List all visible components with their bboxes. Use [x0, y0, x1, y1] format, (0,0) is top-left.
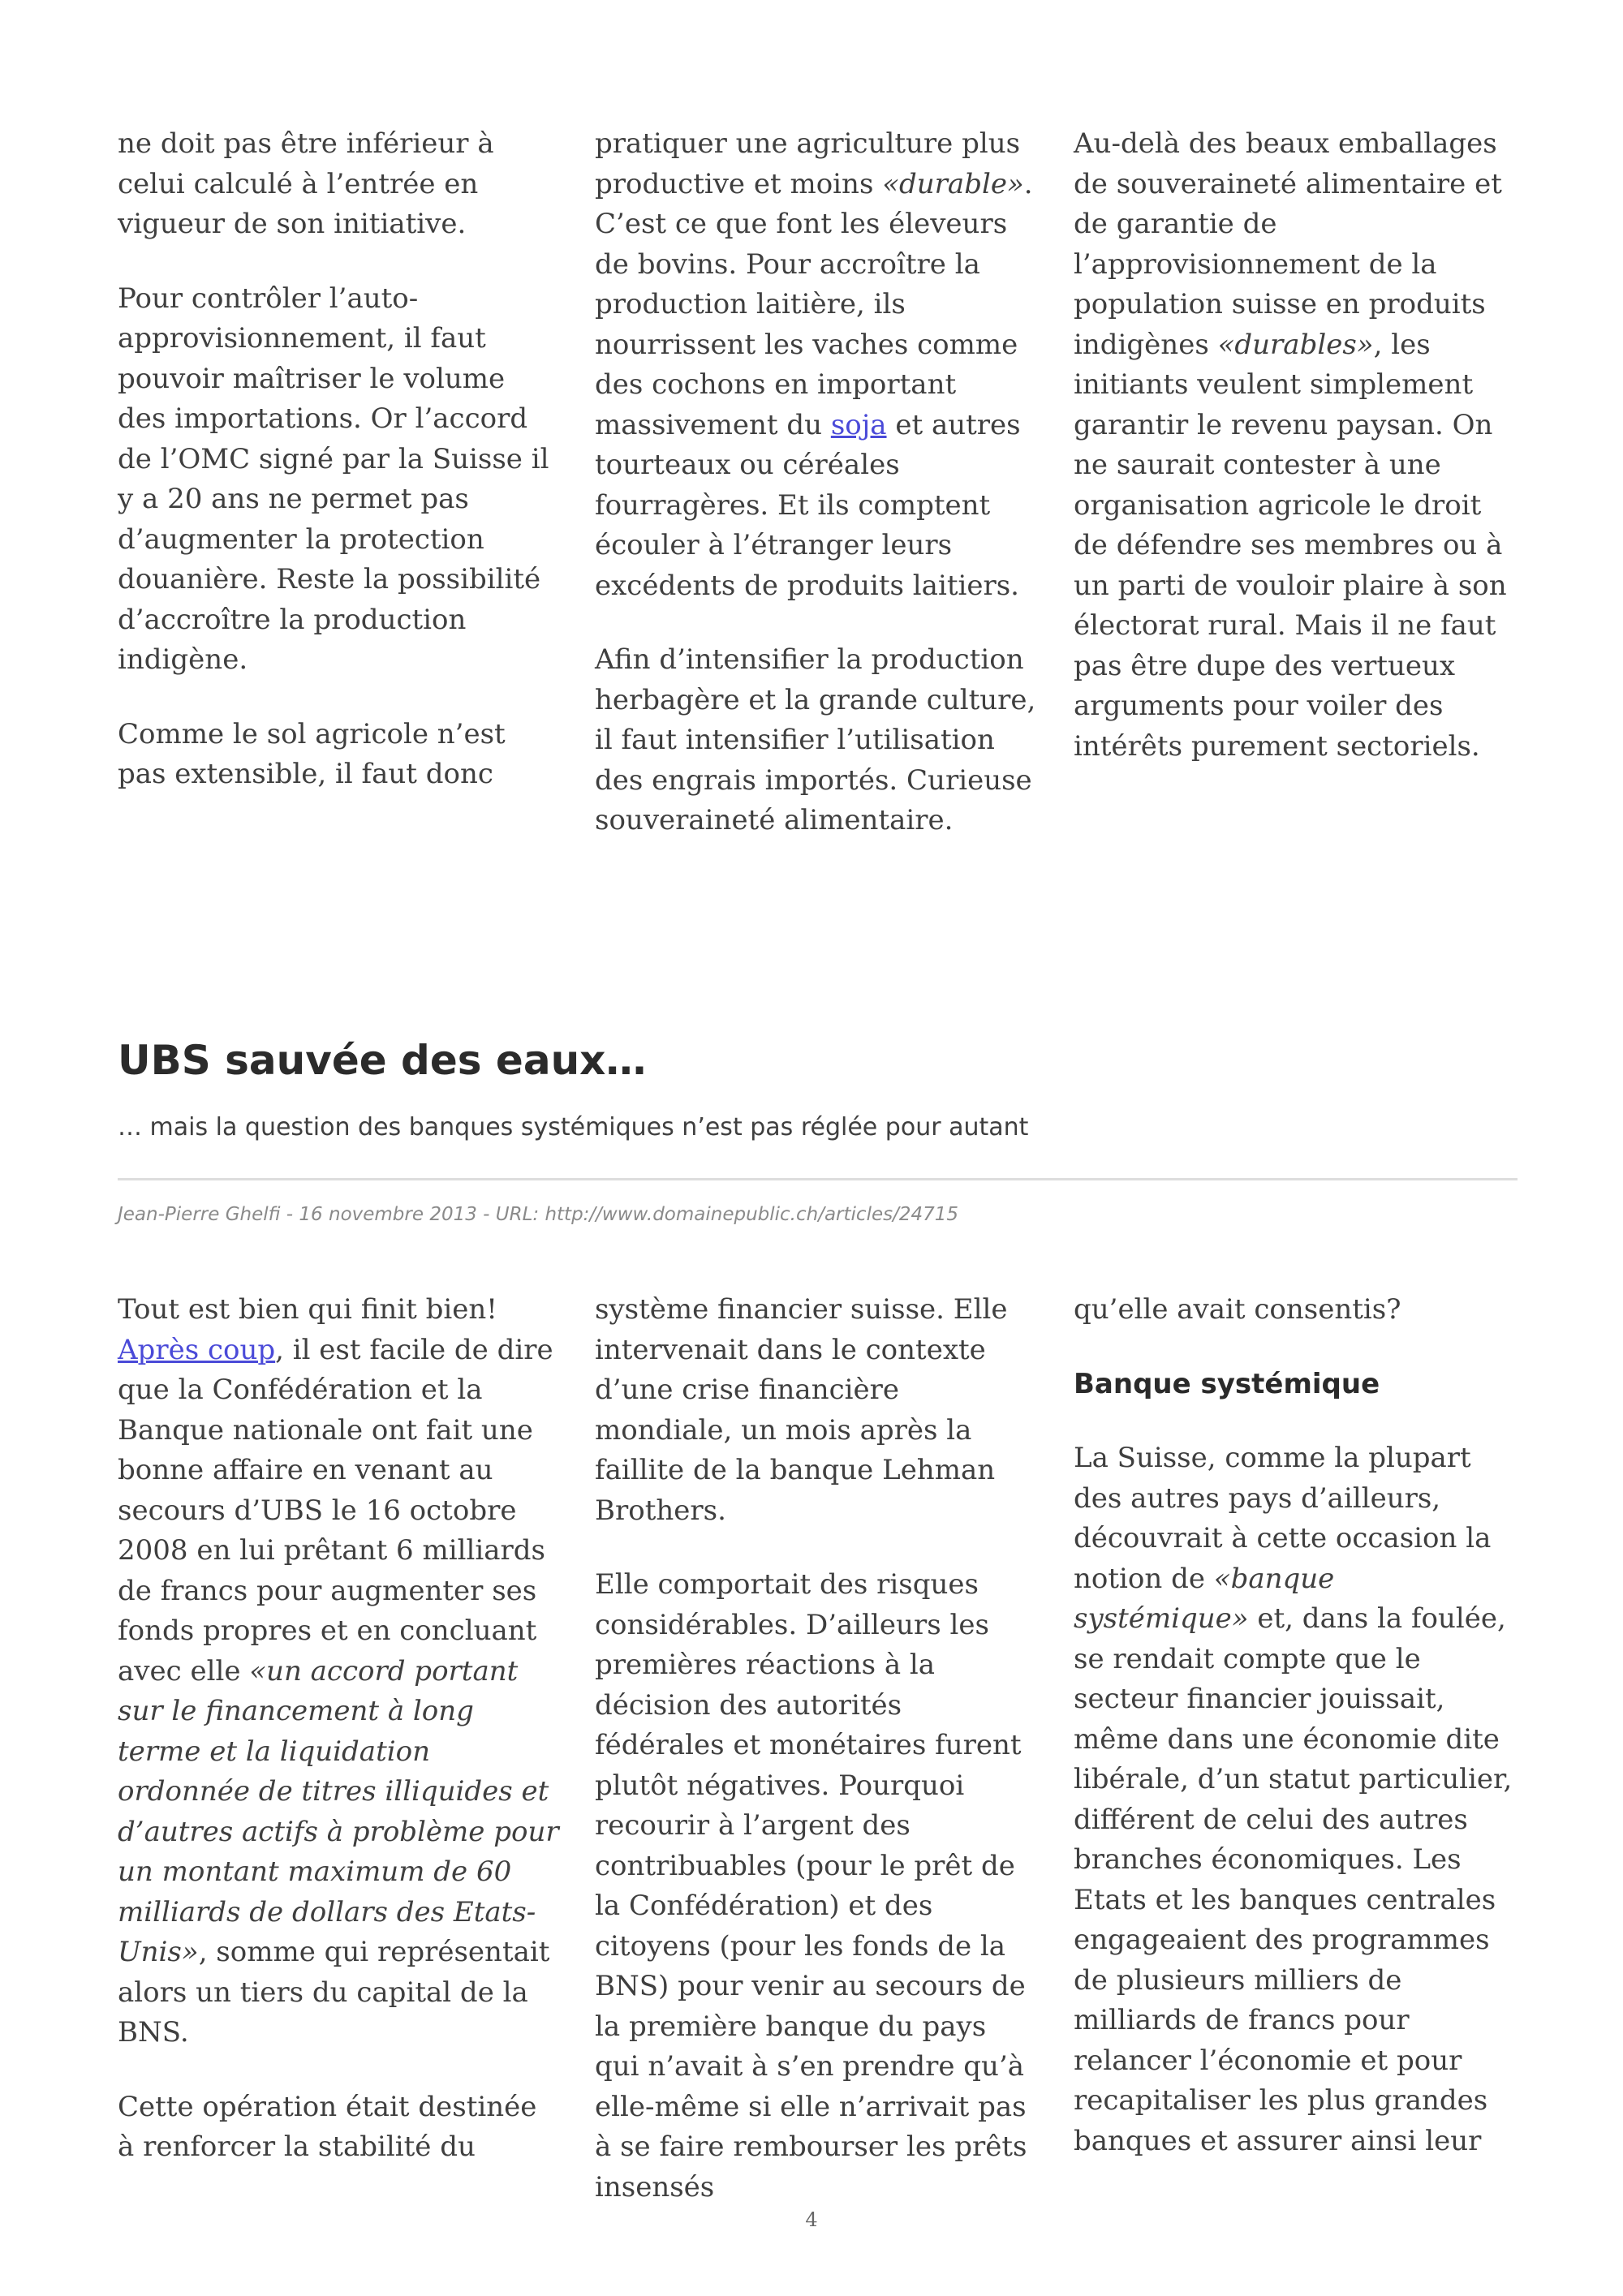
section-heading: Banque systémique [1074, 1367, 1380, 1400]
paragraph: Afin d’intensifier la production herbagère et la grande culture, il faut intensifier l’utilisation des engrais importés. Curieuse souveraineté alimentaire. [595, 643, 1036, 836]
divider [118, 1178, 1518, 1180]
quote-accord: «un accord portant sur le financement à long terme et la liquidation ordonnée de titres illiquides et d’autres actifs à problème pour un montant maximum de 60 milliards de dollars des Etats-Unis» [118, 1654, 559, 1968]
paragraph [1074, 1438, 1516, 2161]
text: . C’est ce que font les éleveurs de bovins. Pour accroître la production laitière, ils nourrissent les vaches comme des cochons en important massivement du [595, 167, 1033, 441]
text: , il est facile de dire que la Confédération et la Banque nationale ont fait une bonne affaire en venant au secours d’UBS le 16 octobre 2008 en lui prêtant 6 milliards de francs pour augmenter ses fonds propres et en concluant avec elle [118, 1333, 553, 1688]
paragraph [595, 124, 1037, 606]
prev-article-column-1 [118, 124, 560, 795]
paragraph: qu’elle avait consentis? [1074, 1293, 1401, 1326]
text: et, dans la foulée, se rendait compte que le secteur financier jouissait, même dans une économie dite libérale, d’un statut particulier, différent de celui des autres branches économiques. Les Etats et les banques centrales engageaient des programmes de plusieurs milliers de milliards de francs pour relancer l’économie et pour recapitaliser les plus grandes banques et assurer ainsi leur [1074, 1602, 1513, 2157]
paragraph: Comme le sol agricole n’est pas extensible, il faut donc [118, 717, 506, 790]
article-column-2 [595, 1290, 1037, 2208]
prev-article-column-2 [595, 124, 1037, 841]
article-column-3 [1074, 1290, 1516, 2161]
text: pratiquer une agriculture plus productive et moins [595, 127, 1021, 200]
paragraph: Pour contrôler l’auto-approvisionnement, il faut pouvoir maîtriser le volume des importations. Or l’accord de l’OMC signé par la Suisse il y a 20 ans ne permet pas d’augmenter la protection douanière. Reste la possibilité d’accroître la production indigène. [118, 282, 549, 676]
article-column-1 [118, 1290, 560, 2168]
quote-durable: «durable» [882, 167, 1024, 200]
prev-article-column-3 [1074, 124, 1516, 767]
soja-link[interactable]: soja [830, 408, 887, 441]
text: , les initiants veulent simplement garantir le revenu paysan. On ne saurait contester à une organisation agricole le droit de défendre ses membres ou à un parti de vouloir plaire à son électorat rural. Mais il ne faut pas être dupe des vertueux arguments pour voiler des intérêts purement sectoriels. [1074, 328, 1507, 763]
paragraph [118, 1290, 560, 2053]
page-number: 4 [805, 2208, 818, 2231]
text: , somme qui représentait alors un tiers du capital de la BNS. [118, 1936, 550, 2049]
article-subtitle: … mais la question des banques systémiques n’est pas réglée pour autant [118, 1113, 1029, 1142]
paragraph: Elle comportait des risques considérables. D’ailleurs les premières réactions à la décision des autorités fédérales et monétaires furent plutôt négatives. Pourquoi recourir à l’argent des contribuables (pour le prêt de la Confédération) et des citoyens (pour les fonds de la BNS) pour venir au secours de la première banque du pays qui n’avait à s’en prendre qu’à elle-même si elle n’arrivait pas à se faire rembourser les prêts insensés [595, 1568, 1027, 2204]
text: La Suisse, comme la plupart des autres pays d’ailleurs, découvrait à cette occasion la notion de [1074, 1442, 1492, 1595]
text: Tout est bien qui finit bien! [118, 1293, 497, 1326]
quote-durables: «durables» [1217, 328, 1374, 361]
text: Au-delà des beaux emballages de souveraineté alimentaire et de garantie de l’approvisionnement de la population suisse en produits indigènes [1074, 127, 1502, 361]
apres-coup-link[interactable]: Après coup [118, 1333, 276, 1366]
paragraph: ne doit pas être inférieur à celui calculé à l’entrée en vigueur de son initiative. [118, 127, 494, 240]
article-title: UBS sauvée des eaux… [118, 1037, 647, 1084]
paragraph: Cette opération était destinée à renforcer la stabilité du [118, 2090, 537, 2163]
paragraph: système financier suisse. Elle intervenait dans le contexte d’une crise financière mondiale, un mois après la faillite de la banque Lehman Brothers. [595, 1293, 1008, 1527]
article-byline: Jean-Pierre Ghelfi - 16 novembre 2013 - URL: http://www.domainepublic.ch/articles/24715 [118, 1204, 959, 1225]
text: et autres tourteaux ou céréales fourragères. Et ils comptent écouler à l’étranger leurs excédents de produits laitiers. [595, 408, 1021, 602]
paragraph [1074, 124, 1516, 767]
quote-banque-systemique: «banque systémique» [1074, 1562, 1335, 1635]
